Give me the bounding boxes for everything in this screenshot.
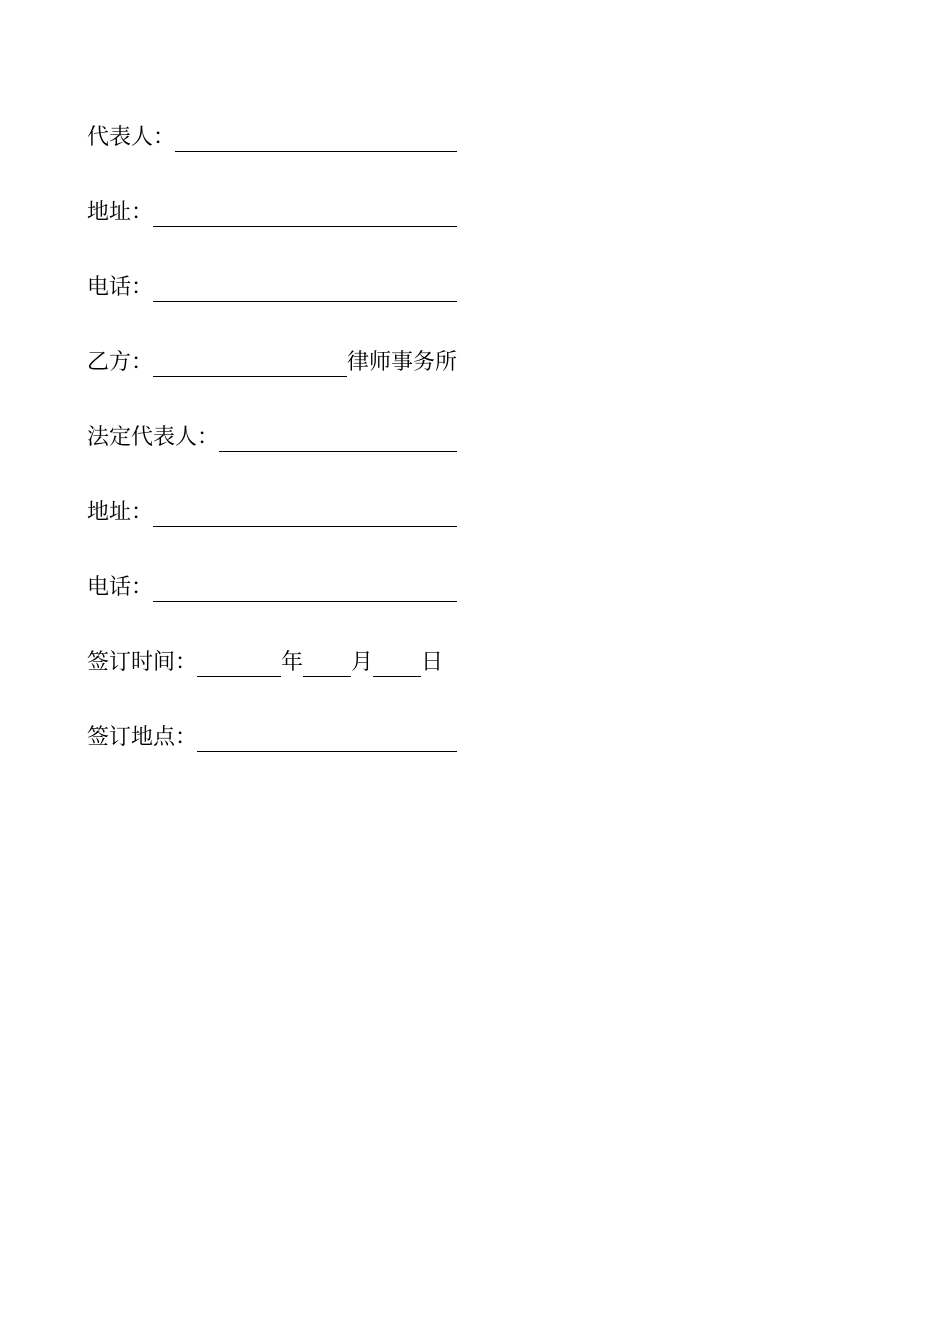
party-b-address-label: 地址： bbox=[87, 500, 154, 525]
signing-time-row bbox=[87, 642, 457, 678]
party-a-address-row bbox=[87, 192, 457, 228]
party-b-legal-representative-row bbox=[87, 417, 457, 453]
party-a-phone-row bbox=[87, 267, 457, 303]
party-a-representative-blank[interactable] bbox=[175, 125, 457, 152]
day-unit: 日 bbox=[421, 650, 444, 675]
signing-time-label: 签订时间： bbox=[87, 650, 198, 675]
party-b-phone-label: 电话： bbox=[87, 575, 154, 600]
party-a-representative-label: 代表人： bbox=[87, 125, 176, 150]
party-b-firm-suffix: 律师事务所 bbox=[346, 350, 457, 375]
party-b-phone-row bbox=[87, 567, 457, 603]
signing-month-blank[interactable] bbox=[303, 650, 351, 677]
party-b-legal-representative-blank[interactable] bbox=[219, 425, 457, 452]
party-a-phone-label: 电话： bbox=[87, 275, 154, 300]
signature-block bbox=[87, 117, 457, 792]
party-a-address-label: 地址： bbox=[87, 200, 154, 225]
party-a-address-blank[interactable] bbox=[153, 200, 457, 227]
party-b-label: 乙方： bbox=[87, 350, 154, 375]
signing-year-blank[interactable] bbox=[197, 650, 281, 677]
signing-place-label: 签订地点： bbox=[87, 725, 198, 750]
party-b-legal-representative-label: 法定代表人： bbox=[87, 425, 220, 450]
party-a-phone-blank[interactable] bbox=[153, 275, 457, 302]
party-b-address-blank[interactable] bbox=[153, 500, 457, 527]
party-b-firm-name-blank[interactable] bbox=[153, 350, 347, 377]
signing-place-row bbox=[87, 717, 457, 753]
party-b-address-row bbox=[87, 492, 457, 528]
party-b-phone-blank[interactable] bbox=[153, 575, 457, 602]
signing-place-blank[interactable] bbox=[197, 725, 457, 752]
party-a-representative-row bbox=[87, 117, 457, 153]
party-b-row bbox=[87, 342, 457, 378]
year-unit: 年 bbox=[281, 650, 304, 675]
signing-day-blank[interactable] bbox=[373, 650, 421, 677]
month-unit: 月 bbox=[351, 650, 374, 675]
